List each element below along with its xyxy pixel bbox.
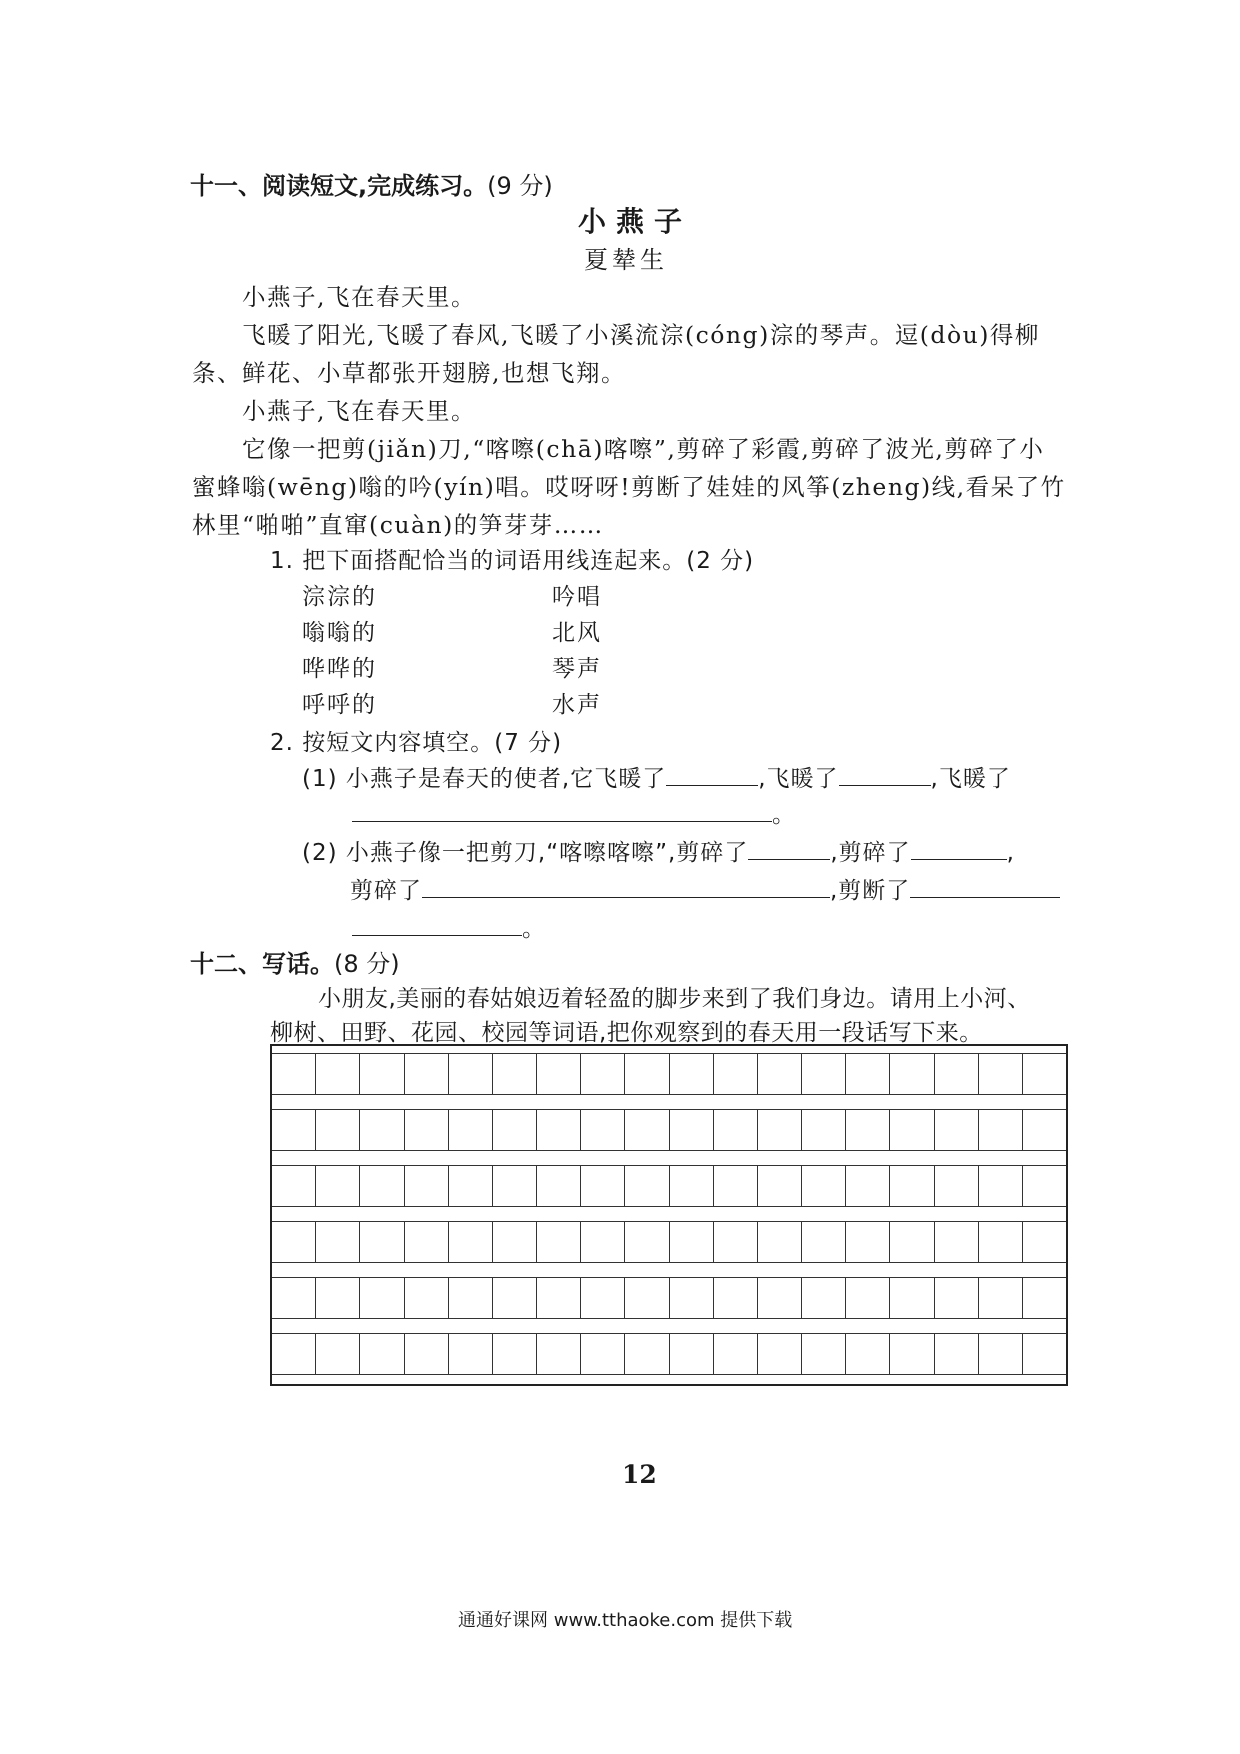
q1-left-word[interactable]: 呼呼的 (302, 692, 377, 718)
story-title: 小燕子 (578, 205, 693, 238)
writing-grid-cell[interactable] (581, 1334, 625, 1374)
section-12-title: 十二、写话。 (190, 950, 334, 978)
writing-grid-cell[interactable] (449, 1334, 493, 1374)
writing-grid-cell[interactable] (272, 1054, 316, 1094)
writing-grid-cell[interactable] (979, 1278, 1023, 1318)
q1-right-word[interactable]: 吟唱 (552, 584, 602, 610)
story-line-6: 蜜蜂嗡(wēng)嗡的吟(yín)唱。哎呀呀!剪断了娃娃的风筝(zheng)线,看呆了竹 (192, 473, 1066, 501)
story-line-4: 小燕子,飞在春天里。 (242, 397, 476, 425)
writing-grid-cell[interactable] (405, 1110, 449, 1150)
writing-grid-cell[interactable] (493, 1166, 537, 1206)
writing-grid-cell[interactable] (802, 1110, 846, 1150)
writing-grid-cell[interactable] (581, 1278, 625, 1318)
writing-grid-cell[interactable] (360, 1110, 404, 1150)
q1-left-word[interactable]: 嗡嗡的 (302, 620, 377, 646)
writing-grid-cell[interactable] (935, 1222, 979, 1262)
section-12-prompt-line2: 柳树、田野、花园、校园等词语,把你观察到的春天用一段话写下来。 (270, 1020, 983, 1046)
writing-grid-cell[interactable] (758, 1278, 802, 1318)
section-11-title: 十一、阅读短文,完成练习。 (190, 172, 488, 200)
writing-grid-cell[interactable] (846, 1222, 890, 1262)
q2-item1-text-b: ,飞暖了 (758, 766, 839, 792)
q2-item2-text-c: , (1006, 840, 1015, 866)
writing-grid-cell[interactable] (405, 1222, 449, 1262)
q1-left-word[interactable]: 哗哗的 (302, 656, 377, 682)
writing-grid-cell[interactable] (537, 1054, 581, 1094)
answer-blank[interactable] (666, 784, 758, 786)
writing-grid-cell[interactable] (802, 1278, 846, 1318)
q2-item1-end: 。 (772, 802, 796, 828)
writing-grid-row (272, 1053, 1066, 1095)
writing-grid-cell[interactable] (449, 1054, 493, 1094)
writing-grid-cell[interactable] (714, 1334, 758, 1374)
writing-grid-cell[interactable] (360, 1334, 404, 1374)
writing-grid-row (272, 1221, 1066, 1263)
writing-grid-cell[interactable] (625, 1166, 669, 1206)
writing-grid-cell[interactable] (935, 1054, 979, 1094)
writing-grid-cell[interactable] (1023, 1166, 1066, 1206)
writing-grid-cell[interactable] (1023, 1222, 1066, 1262)
writing-grid-cell[interactable] (1023, 1110, 1066, 1150)
writing-grid-cell[interactable] (272, 1278, 316, 1318)
writing-grid-cell[interactable] (625, 1334, 669, 1374)
writing-grid-cell[interactable] (979, 1166, 1023, 1206)
writing-grid-cell[interactable] (670, 1166, 714, 1206)
q1-right-word[interactable]: 北风 (552, 620, 602, 646)
q2-item1-text-c: ,飞暖了 (930, 766, 1011, 792)
writing-grid-cell[interactable] (493, 1054, 537, 1094)
writing-grid-cell[interactable] (670, 1334, 714, 1374)
writing-grid-cell[interactable] (935, 1110, 979, 1150)
writing-grid-cell[interactable] (625, 1222, 669, 1262)
writing-grid-cell[interactable] (890, 1222, 934, 1262)
writing-grid-cell[interactable] (581, 1166, 625, 1206)
writing-grid-cell[interactable] (316, 1222, 360, 1262)
writing-grid-cell[interactable] (802, 1222, 846, 1262)
writing-grid-cell[interactable] (714, 1110, 758, 1150)
page-number: 12 (622, 1460, 657, 1489)
writing-grid-cell[interactable] (537, 1334, 581, 1374)
writing-grid-cell[interactable] (316, 1054, 360, 1094)
writing-grid-cell[interactable] (935, 1334, 979, 1374)
writing-grid-row (272, 1109, 1066, 1151)
writing-grid-cell[interactable] (846, 1334, 890, 1374)
writing-grid-cell[interactable] (625, 1110, 669, 1150)
writing-grid-cell[interactable] (890, 1166, 934, 1206)
writing-grid-cell[interactable] (316, 1110, 360, 1150)
writing-grid-cell[interactable] (1023, 1054, 1066, 1094)
writing-grid-cell[interactable] (625, 1054, 669, 1094)
writing-grid-cell[interactable] (979, 1334, 1023, 1374)
writing-grid-cell[interactable] (493, 1278, 537, 1318)
writing-grid-cell[interactable] (360, 1166, 404, 1206)
writing-grid-cell[interactable] (802, 1334, 846, 1374)
writing-grid-cell[interactable] (272, 1334, 316, 1374)
writing-grid-cell[interactable] (890, 1334, 934, 1374)
writing-grid-cell[interactable] (405, 1166, 449, 1206)
writing-grid-cell[interactable] (846, 1166, 890, 1206)
writing-grid-cell[interactable] (758, 1166, 802, 1206)
writing-grid-cell[interactable] (625, 1278, 669, 1318)
writing-grid-cell[interactable] (802, 1166, 846, 1206)
writing-grid-cell[interactable] (670, 1278, 714, 1318)
q2-prompt: 2. 按短文内容填空。(7 分) (270, 730, 563, 756)
writing-grid-cell[interactable] (714, 1054, 758, 1094)
writing-grid-cell[interactable] (890, 1054, 934, 1094)
q2-item1-line2 (352, 796, 796, 829)
writing-grid-cell[interactable] (581, 1054, 625, 1094)
writing-grid-cell[interactable] (272, 1166, 316, 1206)
writing-grid-cell[interactable] (449, 1110, 493, 1150)
q1-right-word[interactable]: 琴声 (552, 656, 602, 682)
story-line-3: 条、鲜花、小草都张开翅膀,也想飞翔。 (192, 359, 626, 387)
q2-item2-line2 (350, 872, 1060, 905)
story-line-7: 林里“啪啪”直窜(cuàn)的笋芽芽…… (192, 511, 604, 539)
writing-grid-cell[interactable] (272, 1222, 316, 1262)
writing-grid-cell[interactable] (360, 1278, 404, 1318)
writing-grid-row (272, 1333, 1066, 1375)
q2-item2-text-e: ,剪断了 (830, 878, 911, 904)
writing-grid-cell[interactable] (670, 1110, 714, 1150)
q2-item2-line3 (352, 910, 546, 943)
writing-grid-cell[interactable] (405, 1334, 449, 1374)
writing-grid-cell[interactable] (581, 1110, 625, 1150)
q2-item2-text-b: ,剪碎了 (830, 840, 911, 866)
q2-item1-line1 (302, 760, 1011, 793)
q1-prompt: 1. 把下面搭配恰当的词语用线连起来。(2 分) (270, 548, 755, 574)
writing-grid-cell[interactable] (272, 1110, 316, 1150)
answer-blank[interactable] (839, 784, 931, 786)
writing-grid-cell[interactable] (316, 1278, 360, 1318)
writing-grid-cell[interactable] (979, 1054, 1023, 1094)
q2-item1-text-a: (1) 小燕子是春天的使者,它飞暖了 (302, 766, 667, 792)
writing-grid-cell[interactable] (581, 1222, 625, 1262)
writing-grid-cell[interactable] (758, 1110, 802, 1150)
writing-grid-cell[interactable] (537, 1222, 581, 1262)
writing-grid-cell[interactable] (316, 1334, 360, 1374)
q1-left-word[interactable]: 淙淙的 (302, 584, 377, 610)
writing-grid-cell[interactable] (405, 1054, 449, 1094)
writing-grid-cell[interactable] (360, 1222, 404, 1262)
writing-grid-cell[interactable] (449, 1278, 493, 1318)
writing-grid (270, 1044, 1068, 1386)
writing-grid-cell[interactable] (714, 1278, 758, 1318)
writing-grid-cell[interactable] (670, 1222, 714, 1262)
section-11-heading (190, 166, 553, 201)
answer-blank[interactable] (352, 934, 522, 936)
writing-grid-cell[interactable] (846, 1278, 890, 1318)
writing-grid-cell[interactable] (537, 1110, 581, 1150)
q2-item2-line1 (302, 834, 1015, 867)
story-author: 夏辇生 (584, 246, 668, 274)
writing-grid-cell[interactable] (449, 1166, 493, 1206)
writing-grid-cell[interactable] (758, 1334, 802, 1374)
q2-item2-text-d: 剪碎了 (350, 878, 422, 904)
writing-grid-cell[interactable] (758, 1054, 802, 1094)
section-12-heading (190, 944, 400, 979)
writing-grid-cell[interactable] (493, 1222, 537, 1262)
answer-blank[interactable] (748, 858, 830, 860)
writing-grid-cell[interactable] (714, 1222, 758, 1262)
writing-grid-cell[interactable] (979, 1222, 1023, 1262)
q2-item2-text-a: (2) 小燕子像一把剪刀,“喀嚓喀嚓”,剪碎了 (302, 840, 749, 866)
writing-grid-cell[interactable] (846, 1054, 890, 1094)
writing-grid-cell[interactable] (714, 1166, 758, 1206)
writing-grid-cell[interactable] (979, 1110, 1023, 1150)
story-line-5: 它像一把剪(jiǎn)刀,“喀嚓(chā)喀嚓”,剪碎了彩霞,剪碎了波光,剪碎了小 (242, 435, 1045, 463)
answer-blank[interactable] (910, 896, 1060, 898)
writing-grid-cell[interactable] (537, 1166, 581, 1206)
writing-grid-cell[interactable] (1023, 1278, 1066, 1318)
writing-grid-cell[interactable] (493, 1110, 537, 1150)
section-12-points: (8 分) (334, 950, 400, 978)
section-11-points: (9 分) (487, 172, 553, 200)
writing-grid-cell[interactable] (670, 1054, 714, 1094)
q1-right-word[interactable]: 水声 (552, 692, 602, 718)
section-12-prompt-line1: 小朋友,美丽的春姑娘迈着轻盈的脚步来到了我们身边。请用上小河、 (318, 986, 1031, 1012)
writing-grid-cell[interactable] (846, 1110, 890, 1150)
story-line-2: 飞暖了阳光,飞暖了春风,飞暖了小溪流淙(cóng)淙的琴声。逗(dòu)得柳 (242, 321, 1040, 349)
writing-grid-cell[interactable] (537, 1278, 581, 1318)
story-line-1: 小燕子,飞在春天里。 (242, 283, 476, 311)
q2-item2-end: 。 (522, 916, 546, 942)
footer-credit[interactable]: 通通好课网 www.tthaoke.com 提供下载 (458, 1610, 793, 1631)
writing-grid-cell[interactable] (405, 1278, 449, 1318)
writing-grid-cell[interactable] (316, 1166, 360, 1206)
writing-grid-row (272, 1277, 1066, 1319)
writing-grid-cell[interactable] (935, 1166, 979, 1206)
answer-blank[interactable] (422, 896, 830, 898)
writing-grid-cell[interactable] (890, 1278, 934, 1318)
writing-grid-cell[interactable] (935, 1278, 979, 1318)
writing-grid-cell[interactable] (758, 1222, 802, 1262)
writing-grid-cell[interactable] (802, 1054, 846, 1094)
writing-grid-row (272, 1165, 1066, 1207)
writing-grid-cell[interactable] (1023, 1334, 1066, 1374)
writing-grid-cell[interactable] (449, 1222, 493, 1262)
answer-blank[interactable] (911, 858, 1007, 860)
writing-grid-cell[interactable] (493, 1334, 537, 1374)
writing-grid-cell[interactable] (890, 1110, 934, 1150)
writing-grid-cell[interactable] (360, 1054, 404, 1094)
answer-blank[interactable] (352, 820, 772, 822)
